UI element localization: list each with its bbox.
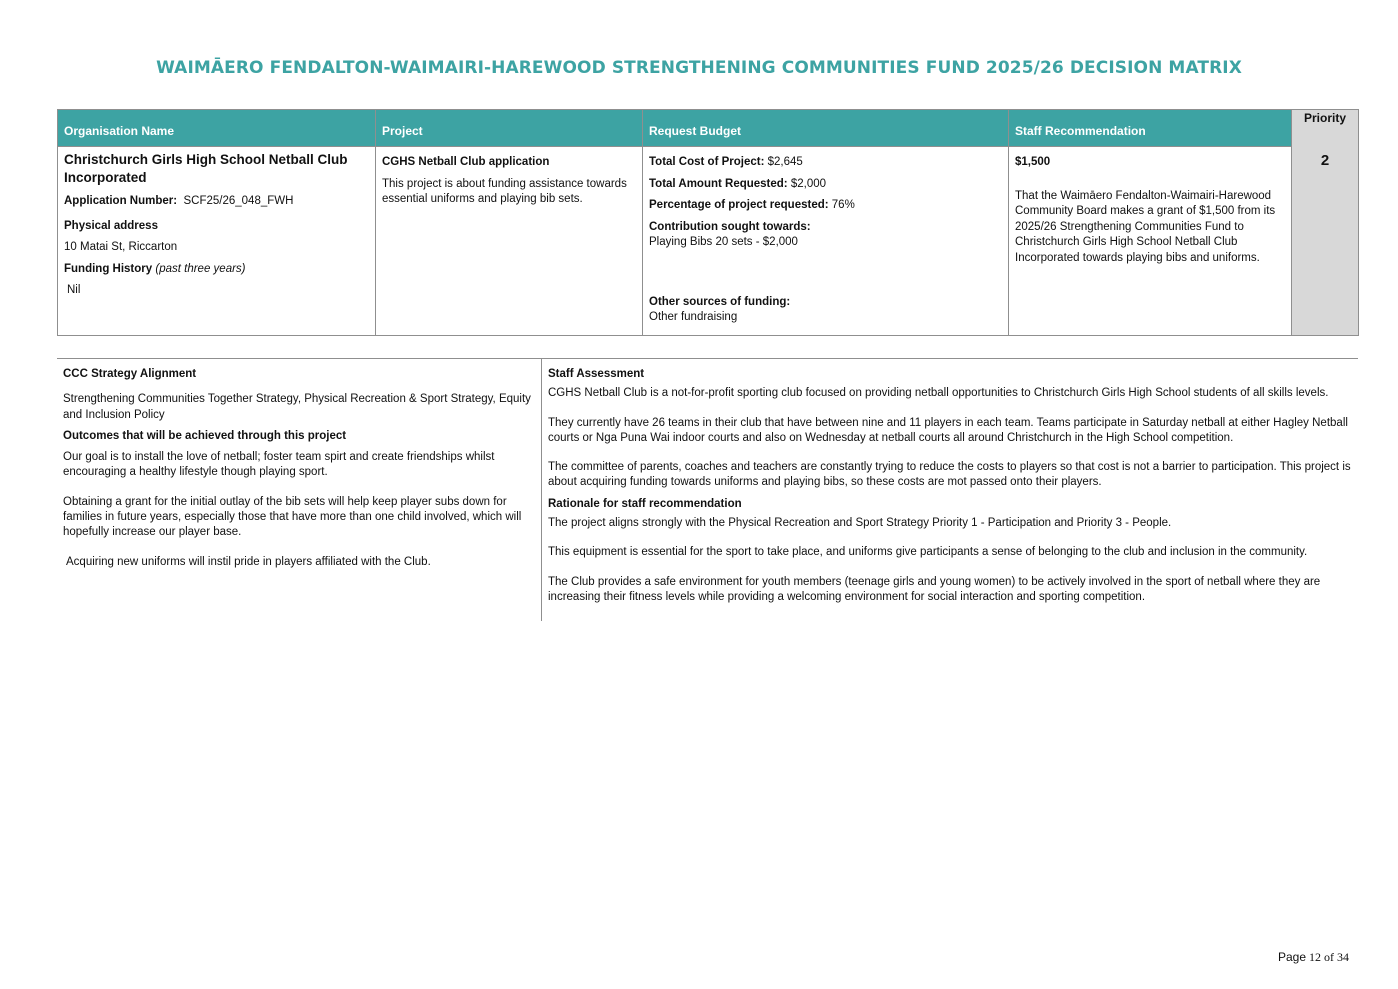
header-staff-recommendation: Staff Recommendation — [1009, 110, 1292, 147]
contribution-value: Playing Bibs 20 sets - $2,000 — [649, 236, 798, 249]
organisation-cell — [58, 147, 376, 336]
physical-address-label: Physical address — [64, 219, 158, 232]
funding-history-label: Funding History (past three years) — [64, 262, 246, 275]
outcome-paragraph: Our goal is to install the love of netball; foster team spirt and create friendships whilst encouraging a healthy lifestyle though playing sport. — [63, 451, 495, 479]
organisation-name: Christchurch Girls High School Netball Club Incorporated — [64, 152, 348, 185]
percentage-requested: Percentage of project requested: 76% — [649, 199, 855, 212]
other-sources-label: Other sources of funding: — [649, 295, 791, 308]
header-organisation-name: Organisation Name — [58, 110, 376, 147]
assessment-paragraph: They currently have 26 teams in their club that have between nine and 11 players in each team. Teams participate in Saturday netball at either Hagley Netball courts or Nga Puna Wai indoor courts and also on Wednesday at netball courts all around Christchurch in the High School competition. — [548, 416, 1348, 444]
recommended-amount: $1,500 — [1015, 156, 1051, 168]
project-cell — [376, 147, 643, 336]
rationale-paragraph: The project aligns strongly with the Physical Recreation and Sport Strategy Priority 1 - Participation and Priority 3 - People. — [548, 516, 1172, 529]
priority-cell — [1292, 147, 1359, 336]
application-number: Application Number: SCF25/26_048_FWH — [64, 195, 294, 208]
contribution-label: Contribution sought towards: — [649, 220, 811, 233]
rationale-paragraph: The Club provides a safe environment for youth members (teenage girls and young women) to be actively involved in the sport of netball where they are increasing their fitness levels while providing a welcoming environment for social interaction and sporting competition. — [548, 575, 1321, 603]
priority-value: 2 — [1320, 151, 1330, 169]
project-description: This project is about funding assistance towards essential uniforms and playing bib sets. — [382, 177, 627, 206]
page-number: Page 12 of 34 — [1277, 950, 1349, 964]
staff-assessment-column — [541, 359, 1359, 621]
budget-cell — [643, 147, 1009, 336]
total-cost: Total Cost of Project: $2,645 — [649, 156, 803, 168]
funding-history-value: Nil — [67, 284, 81, 297]
header-request-budget: Request Budget — [643, 110, 1009, 147]
physical-address: 10 Matai St, Riccarton — [64, 241, 178, 254]
rationale-heading: Rationale for staff recommendation — [548, 497, 742, 510]
other-sources-value: Other fundraising — [649, 311, 738, 324]
strategy-text: Strengthening Communities Together Strategy, Physical Recreation & Sport Strategy, Equity and Inclusion Policy — [63, 393, 531, 421]
outcome-paragraph: Obtaining a grant for the initial outlay of the bib sets will help keep player subs down for families in future years, especially those that have more than one child involved, which will hopefully increase our player base. — [63, 495, 522, 539]
outcome-paragraph: Acquiring new uniforms will instil pride in players affiliated with the Club. — [66, 555, 431, 568]
project-title: CGHS Netball Club application — [382, 156, 550, 168]
header-project: Project — [376, 110, 643, 147]
assessment-section — [57, 358, 1358, 613]
header-priority: Priority — [1292, 110, 1359, 147]
strategy-heading: CCC Strategy Alignment — [63, 368, 197, 380]
total-requested: Total Amount Requested: $2,000 — [649, 177, 827, 190]
assessment-paragraph: The committee of parents, coaches and teachers are constantly trying to reduce the costs to players so that cost is not a barrier to participation. This project is about acquiring funding towards uniforms and playing bibs, so these costs are mot passed onto their players. — [548, 461, 1351, 489]
decision-matrix-table — [57, 109, 1359, 336]
rationale-paragraph: This equipment is essential for the sport to take place, and uniforms give participants a sense of belonging to the club and inclusion in the community. — [548, 546, 1308, 559]
outcomes-heading: Outcomes that will be achieved through this project — [63, 429, 347, 442]
recommendation-text: That the Waimāero Fendalton-Waimairi-Harewood Community Board makes a grant of $1,500 from its 2025/26 Strengthening Communities Fund to Christchurch Girls High School Netball Club Incorporated towards playing bibs and uniforms. — [1015, 189, 1276, 264]
strategy-column — [57, 359, 553, 578]
assessment-paragraph: CGHS Netball Club is a not-for-profit sporting club focused on providing netball opportunities to Christchurch Girls High School students of all skills levels. — [548, 387, 1329, 400]
staff-assessment-heading: Staff Assessment — [548, 368, 645, 380]
recommendation-cell — [1009, 147, 1292, 336]
document-title: WAIMĀERO FENDALTON-WAIMAIRI-HAREWOOD STRENGTHENING COMMUNITIES FUND 2025/26 DECISION MATRIX — [156, 58, 1242, 78]
